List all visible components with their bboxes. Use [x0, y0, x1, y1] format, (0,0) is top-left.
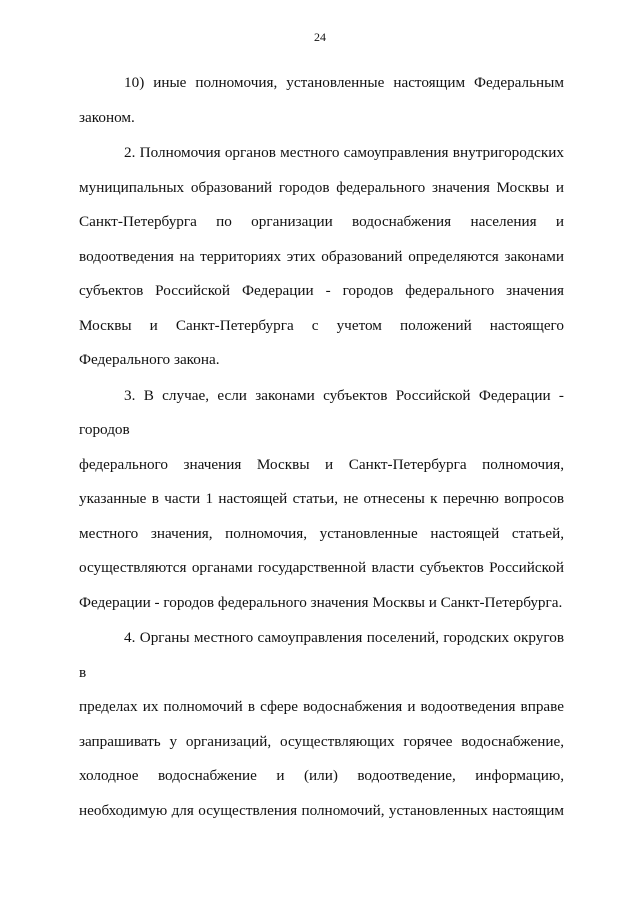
page-number: 24 — [314, 30, 326, 44]
text-line: 10) иные полномочия, установленные настоящим Федеральным — [124, 74, 564, 91]
text-line: федерального значения Москвы и Санкт-Петербурга полномочия, — [79, 455, 564, 473]
text-line: необходимую для осуществления полномочий, установленных настоящим — [79, 801, 564, 819]
text-line: водоотведения на территориях этих образований определяются законами — [79, 247, 564, 265]
text-line: местного значения, полномочия, установленные настоящей статьей, — [79, 524, 564, 542]
text-line: 2. Полномочия органов местного самоуправления внутригородских — [124, 144, 564, 161]
text-line: субъектов Российской Федерации - городов федерального значения — [79, 282, 564, 299]
text-line: пределах их полномочий в сфере водоснабжения и водоотведения вправе — [79, 698, 564, 715]
text-line: осуществляются органами государственной власти субъектов Российской — [79, 559, 564, 576]
text-line: законом. — [79, 108, 135, 126]
text-line: Санкт-Петербурга по организации водоснабжения населения и — [79, 213, 564, 230]
paragraph-item-10 — [79, 66, 564, 135]
text-line: запрашивать у организаций, осуществляющих горячее водоснабжение, — [79, 732, 564, 750]
text-line: муниципальных образований городов федерального значения Москвы и — [79, 178, 564, 196]
paragraph-2 — [79, 136, 564, 378]
text-line: 4. Органы местного самоуправления поселений, городских округов в — [79, 629, 564, 681]
text-line: Федерации - городов федерального значения Москвы и Санкт-Петербурга. — [79, 593, 563, 611]
text-line: указанные в части 1 настоящей статьи, не отнесены к перечню вопросов — [79, 490, 564, 507]
text-line: 3. В случае, если законами субъектов Российской Федерации - городов — [79, 386, 564, 438]
paragraph-3 — [79, 379, 564, 621]
document-body — [79, 66, 564, 829]
text-line: Федерального закона. — [79, 351, 220, 368]
paragraph-4 — [79, 621, 564, 828]
text-line: Москвы и Санкт-Петербурга с учетом положений настоящего — [79, 316, 564, 334]
text-line: холодное водоснабжение и (или) водоотведение, информацию, — [79, 767, 564, 784]
